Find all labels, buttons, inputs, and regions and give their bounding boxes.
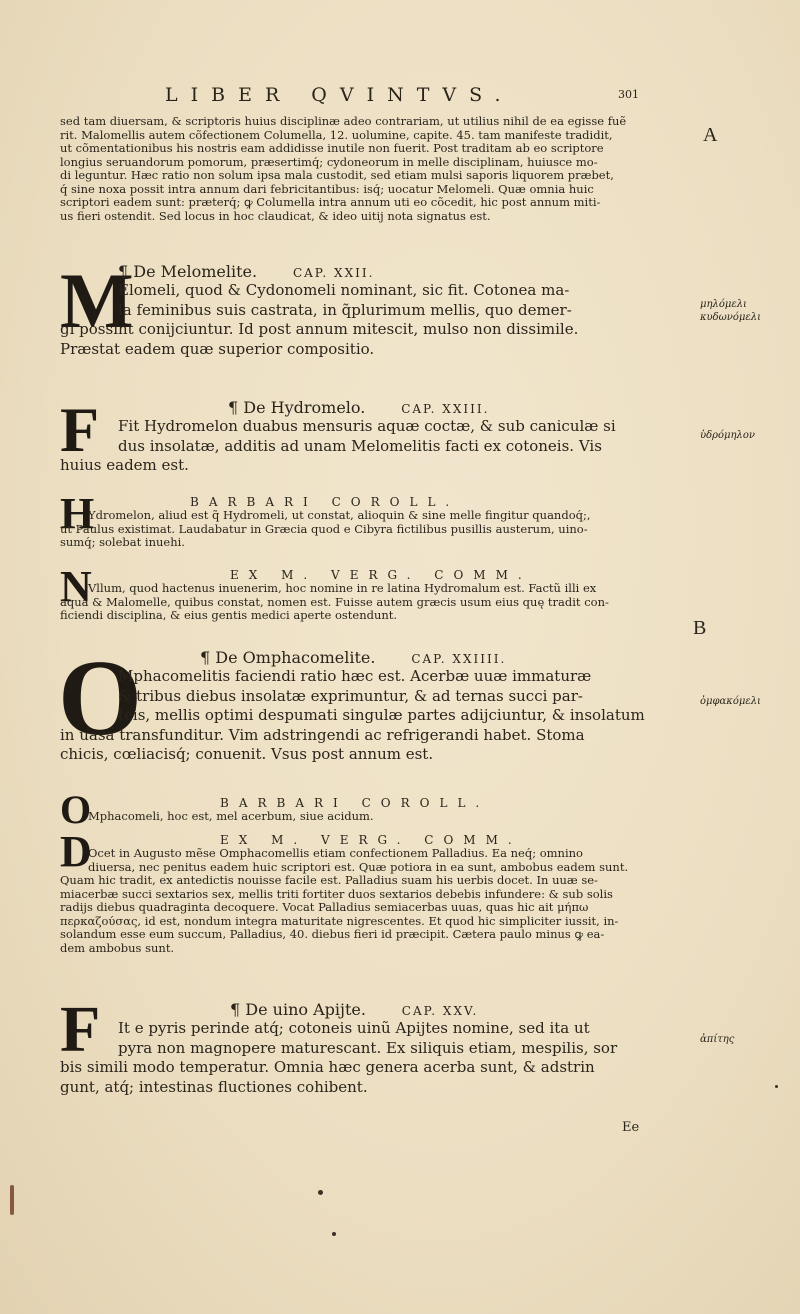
commentary-verg-d [60,833,672,955]
intro-paragraph [60,115,672,223]
text-line: di leguntur. Hæc ratio non solum ipsa mala custodit, sed etiam mulsi saporis liquorem præbet, [60,169,614,182]
text-line: teis, mellis optimi despumati singulæ partes adijciuntur, & insolatum [118,706,645,724]
commentary-barbari-h [60,495,672,550]
commentary-heading: EX M. VERG. COMM. [230,568,532,582]
ink-speck [332,1232,336,1236]
text-line: scriptori eadem sunt: præterq́; ꝙ Columella intra annum uti eo cõcedit, hic post annum miti- [60,196,601,209]
text-line: chicis, cœliacisq́; conuenit. Vsus post annum est. [60,745,434,763]
chapter-xxv [60,1000,672,1097]
text-line: Elomeli, quod & Cydonomeli nominant, sic fit. Cotonea ma- [118,281,570,299]
page-number: 301 [618,88,639,101]
chapter-title: ¶ De Omphacomelite. [200,648,376,667]
margin-letter-b: B [693,617,707,639]
commentary-heading: EX M. VERG. COMM. [220,833,522,847]
chapter-xxiiii [60,648,672,765]
chapter-xxii [60,257,672,359]
text-line: ut Paulus existimat. Laudabatur in Græcia quod e Cibyra fictilibus pusillis austerum, uino- [60,522,588,536]
text-line: Mphacomelitis faciendi ratio hæc est. Acerbæ uuæ immaturæ [118,667,592,685]
text-line: It e pyris perinde atq́; cotoneis uinũ Apijtes nomine, sed ita ut [118,1019,590,1037]
text-line: Mphacomeli, hoc est, mel acerbum, siue acidum. [88,810,374,823]
text-line: bis simili modo temperatur. Omnia hæc genera acerba sunt, & adstrin [60,1058,595,1076]
dropcap-o-small: O [60,787,92,832]
text-line: q́ sine noxa possit intra annum dari febricitantibus: isq́; uocatur Melomeli. Quæ omnia huic [60,182,594,196]
commentary-barbari-o [60,796,672,824]
text-line: περκαζούσας, id est, nondum integra maturitate nigrescentes. Et quod hic simpliciter iussit, in- [60,914,619,928]
commentary-heading: BARBARI COROLL. [220,796,490,810]
chapter-heading [60,398,672,417]
chapter-number: CAP. XXIII. [401,402,490,416]
margin-note-greek: ὀμφακόμελι [700,696,761,707]
text-line: dus insolatæ, additis ad unam Melomelitis facti ex cotoneis. Vis [118,436,602,455]
text-line: sed tam diuersam, & scriptoris huius disciplinæ adeo contrariam, ut utilius nihil de ea egisse fuẽ [60,115,627,128]
text-line: Vllum, quod hactenus inuenerim, hoc nomine in re latina Hydromalum est. Factũ illi ex [88,582,597,595]
text-line: huius eadem est. [60,456,189,474]
margin-note-greek: μηλόμελι κυδωνόμελι [700,299,762,323]
text-line: Præstat eadem quæ superior compositio. [60,339,375,358]
chapter-title: ¶ De Melomelite. [118,262,258,281]
text-line: Fit Hydromelon duabus mensuris aquæ coctæ, & sub caniculæ si [118,417,616,435]
text-line: miacerbæ succi sextarios sex, mellis triti fortiter duos sextarios debebis infundere: & sub solis [60,887,613,901]
chapter-heading [60,1000,672,1019]
text-line: diuersa, nec penitus eadem huic scriptori est. Quæ potiora in ea sunt, ambobus eadem sunt. [88,860,629,874]
dropcap-o: O [58,639,143,758]
chapter-heading [60,262,672,281]
text-line: us fieri ostendit. Sed locus in hoc claudicat, & ideo uitij nota signatus est. [60,209,491,223]
text-line: solandum esse eum succum, Palladius, 40. diebus fieri id præcipit. Cætera paulo minus ꝙ ea- [60,928,605,941]
catchword: Ee [622,1120,640,1135]
chapter-title: ¶ De uino Apijte. [230,1000,366,1019]
ink-speck [775,1085,778,1088]
dropcap-f: F [60,394,100,465]
dropcap-d: D [60,827,92,876]
margin-note-greek: ἀπίτης [700,1034,735,1045]
running-header [165,84,665,110]
text-line: sumq́; solebat inuehi. [60,536,185,549]
dropcap-h: H [60,489,95,538]
text-line: Ydromelon, aliud est q̃ Hydromeli, ut constat, alioquin & sine melle fingitur quandoq́;, [88,509,591,522]
text-line: ficiendi disciplina, & eius gentis medici aperte ostendunt. [60,609,398,622]
chapter-title: ¶ De Hydromelo. [228,398,366,417]
margin-letter-a: A [703,124,718,146]
text-line: Ocet in Augusto mẽse Omphacomellis etiam confectionem Palladius. Ea neq́; omnino [88,847,583,860]
text-line: radijs diebus quadraginta decoquere. Vocat Palladius semiacerbas uuas, quas hic ait μήπω [60,901,589,914]
commentary-heading: BARBARI COROLL. [190,495,460,509]
ink-speck [318,1190,323,1195]
text-line: aqua & Malomelle, quibus constat, nomen est. Fuisse autem græcis usum eius quę tradit con- [60,595,609,609]
text-line: dem ambobus sunt. [60,941,175,955]
margin-note-greek: ὑδρόμηλον [700,430,755,441]
text-line: rit. Malomellis autem cõfectionem Columella, 12. uolumine, capite. 45. tam manifeste tradidit, [60,128,613,142]
chapter-xxiii [60,394,672,476]
chapter-number: CAP. XXIIII. [411,652,507,666]
text-line: Quam hic tradit, ex antedictis nouisse facile est. Palladius suam his uerbis docet. In uuæ se- [60,874,598,887]
text-line: la feminibus suis castrata, in q̃plurimum mellis, quo demer- [118,300,572,319]
page-stain [10,1185,14,1215]
text-line: & tribus diebus insolatæ exprimuntur, & ad ternas succi par- [118,686,583,705]
dropcap-m: M [60,257,134,344]
chapter-number: CAP. XXV. [401,1004,479,1018]
text-line: longius seruandorum pomorum, præsertimq́; cydoneorum in melle disciplinam, huiusce mo- [60,155,598,169]
dropcap-n: N [60,562,92,611]
text-line: gunt, atq́; intestinas fluctiones cohibent. [60,1077,368,1096]
text-line: gi possint conijciuntur. Id post annum mitescit, mulso non dissimile. [60,320,579,338]
text-line: ut cõmentationibus his nostris eam addidisse inutile non fuerit. Post traditam ab eo scriptore [60,142,604,155]
chapter-heading [60,648,672,667]
dropcap-f-second: F [60,993,101,1066]
running-title: LIBER QVINTVS. [165,84,514,106]
chapter-number: CAP. XXII. [292,266,375,280]
text-line: in uasa transfunditur. Vim adstringendi ac refrigerandi habet. Stoma [60,725,585,744]
text-line: pyra non magnopere maturescant. Ex siliquis etiam, mespilis, sor [118,1038,618,1057]
commentary-verg-n [60,568,672,623]
